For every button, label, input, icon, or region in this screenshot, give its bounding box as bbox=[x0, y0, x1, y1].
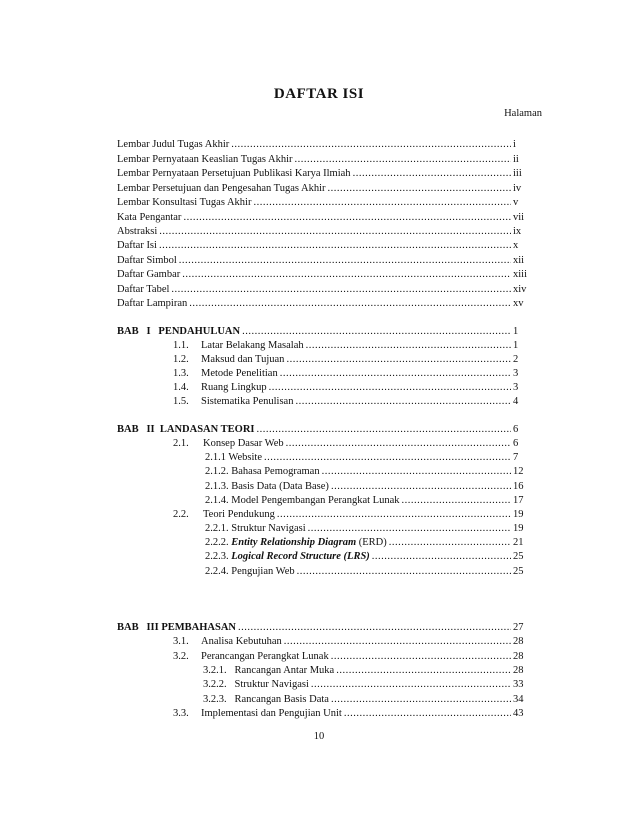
toc-row: 1.5. Sistematika Penulisan ..... 4 bbox=[173, 396, 527, 410]
toc-row: 1.3. Metode Penelitian ..... 3 bbox=[173, 368, 527, 382]
toc-row: Daftar Lampiran ..... xv bbox=[117, 298, 527, 312]
toc-row: 1.1. Latar Belakang Masalah ..... 1 bbox=[173, 340, 527, 354]
toc-row: Lembar Pernyataan Keaslian Tugas Akhir ..... ii bbox=[117, 154, 527, 168]
toc-row: 2.1.4. Model Pengembangan Perangkat Lunak ..... 17 bbox=[205, 495, 527, 509]
toc-chapter-row: BAB I PENDAHULUAN ..... 1 bbox=[117, 326, 527, 340]
toc-row: 3.3. Implementasi dan Pengujian Unit ..... 43 bbox=[173, 708, 527, 722]
halaman-label: Halaman bbox=[504, 108, 542, 119]
table-of-contents bbox=[117, 0, 527, 825]
toc-row: 2.1.1 Website ..... 7 bbox=[205, 452, 527, 466]
toc-row: Lembar Pernyataan Persetujuan Publikasi Karya Ilmiah ..... iii bbox=[117, 168, 527, 182]
toc-row: 2.2. Teori Pendukung ..... 19 bbox=[173, 509, 527, 523]
toc-row: 3.2.2. Struktur Navigasi ..... 33 bbox=[203, 679, 527, 693]
toc-row: 2.1. Konsep Dasar Web ..... 6 bbox=[173, 438, 527, 452]
toc-row: 2.2.2. Entity Relationship Diagram (ERD) ..... 21 bbox=[205, 537, 527, 551]
toc-row: Daftar Tabel ..... xiv bbox=[117, 284, 527, 298]
page-title: DAFTAR ISI bbox=[273, 86, 365, 102]
toc-row: 2.1.3. Basis Data (Data Base) ..... 16 bbox=[205, 481, 527, 495]
toc-row: 3.2.3. Rancangan Basis Data ..... 34 bbox=[203, 694, 527, 708]
toc-row: 1.4. Ruang Lingkup ..... 3 bbox=[173, 382, 527, 396]
toc-row: Abstraksi ..... ix bbox=[117, 226, 527, 240]
toc-row: Daftar Isi ..... x bbox=[117, 240, 527, 254]
toc-row: 3.1. Analisa Kebutuhan ..... 28 bbox=[173, 636, 527, 650]
toc-chapter-row: BAB III PEMBAHASAN ..... 27 bbox=[117, 622, 527, 636]
toc-row: 2.1.2. Bahasa Pemograman ..... 12 bbox=[205, 466, 527, 480]
toc-row: Kata Pengantar ..... vii bbox=[117, 212, 527, 226]
toc-row: 3.2.1. Rancangan Antar Muka ..... 28 bbox=[203, 665, 527, 679]
toc-row: Lembar Judul Tugas Akhir ..... i bbox=[117, 139, 527, 153]
toc-chapter-row: BAB II LANDASAN TEORI ..... 6 bbox=[117, 424, 527, 438]
toc-row: Daftar Gambar ..... xiii bbox=[117, 269, 527, 283]
toc-row: 3.2. Perancangan Perangkat Lunak ..... 28 bbox=[173, 651, 527, 665]
toc-row: Lembar Konsultasi Tugas Akhir ..... v bbox=[117, 197, 527, 211]
toc-row: 2.2.3. Logical Record Structure (LRS) ..... 25 bbox=[205, 551, 527, 565]
toc-row: Daftar Simbol ..... xii bbox=[117, 255, 527, 269]
toc-row: 1.2. Maksud dan Tujuan ..... 2 bbox=[173, 354, 527, 368]
toc-row: 2.2.4. Pengujian Web ..... 25 bbox=[205, 566, 527, 580]
toc-row: 2.2.1. Struktur Navigasi ..... 19 bbox=[205, 523, 527, 537]
page-number: 10 bbox=[313, 731, 325, 742]
toc-row: Lembar Persetujuan dan Pengesahan Tugas Akhir ..... iv bbox=[117, 183, 527, 197]
